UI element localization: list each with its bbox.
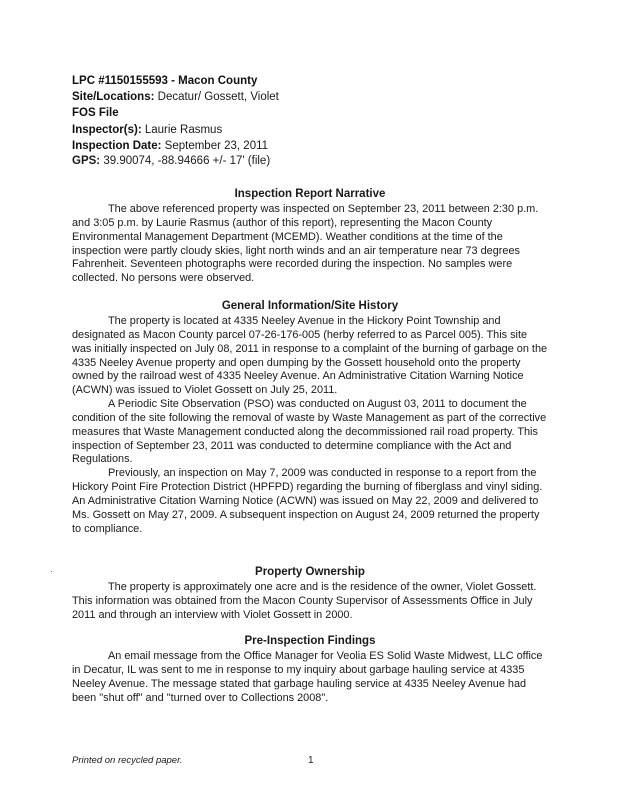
section-body-pre-inspection [72, 650, 548, 705]
paragraph: The property is located at 4335 Neeley Avenue in the Hickory Point Township and designated as Macon County parcel 07-26-176-005 (herby referred to as Parcel 005). This site was initially inspected on July 08, 2011 in response to a complaint of the burning of garbage on the 4335 Neeley Avenue property and open dumping by the Gossett household onto the property owned by the railroad west of 4335 Neeley Avenue. An Administrative Citation Warning Notice (ACWN) was issued to Violet Gossett on July 25, 2011. [72, 315, 548, 397]
fos-file-label: FOS File [72, 107, 119, 120]
inspector-value: Laurie Rasmus [144, 123, 223, 136]
site-label: Site/Locations: [72, 91, 155, 104]
section-body-site-history [72, 315, 548, 537]
lpc-number: LPC #1150155593 - Macon County [72, 75, 258, 87]
page-number: 1 [308, 755, 314, 766]
recycled-paper-note: Printed on recycled paper. [72, 755, 183, 766]
inspection-date-value: September 23, 2011 [164, 139, 269, 152]
section-body-property-ownership [72, 581, 548, 623]
section-title-pre-inspection: Pre-Inspection Findings [244, 635, 376, 647]
section-title-site-history: General Information/Site History [221, 300, 399, 312]
section-title-narrative: Inspection Report Narrative [234, 188, 386, 200]
inspection-date-label: Inspection Date: [72, 139, 162, 152]
section-body-narrative [72, 203, 548, 286]
gps-line [72, 155, 270, 167]
paragraph: A Periodic Site Observation (PSO) was conducted on August 03, 2011 to document the condition of the site following the removal of waste by Waste Management as part of the corrective measures that Waste Management conducted along the decommissioned rail road property. This inspection of September 23, 2011 was conducted to determine compliance with the Act and Regulations. [72, 398, 547, 466]
gps-value: 39.90074, -88.94666 +/- 17' (file) [103, 155, 271, 167]
paragraph: An email message from the Office Manager for Veolia ES Solid Waste Midwest, LLC office in Decatur, IL was sent to me in response to my inquiry about garbage hauling service at 4335 Neeley Avenue. The message stated that garbage hauling service at 4335 Neeley Avenue had been "shut off" and "turned over to Collections 2008". [72, 650, 543, 704]
gps-label: GPS: [72, 155, 101, 167]
inspector-label: Inspector(s): [72, 123, 142, 136]
site-value: Decatur/ Gossett, Violet [157, 91, 279, 104]
paragraph: Previously, an inspection on May 7, 2009 was conducted in response to a report from the Hickory Point Fire Protection District (HPFPD) regarding the burning of fiberglass and vinyl siding. An Administrative Citation Warning Notice (ACWN) was issued on May 22, 2009 and delivered to Ms. Gossett on May 27, 2009. A subsequent inspection on August 24, 2009 returned the property to compliance. [72, 467, 543, 535]
paragraph: The property is approximately one acre and is the residence of the owner, Violet Gossett. This information was obtained from the Macon County Supervisor of Assessments Office in July 2011 and through an interview with Violet Gossett in 2000. [72, 581, 537, 621]
section-title-property-ownership: Property Ownership [255, 566, 365, 578]
scan-mark: · [50, 566, 53, 576]
paragraph: The above referenced property was inspected on September 23, 2011 between 2:30 p.m. and 3:05 p.m. by Laurie Rasmus (author of this report), representing the Macon County Environmental Management Department (MCEMD). Weather conditions at the time of the inspection were partly cloudy skies, light north winds and an air temperature near 73 degrees Fahrenheit. Seventeen photographs were recorded during the inspection. No samples were collected. No persons were observed. [72, 203, 539, 285]
report-header [72, 73, 572, 154]
